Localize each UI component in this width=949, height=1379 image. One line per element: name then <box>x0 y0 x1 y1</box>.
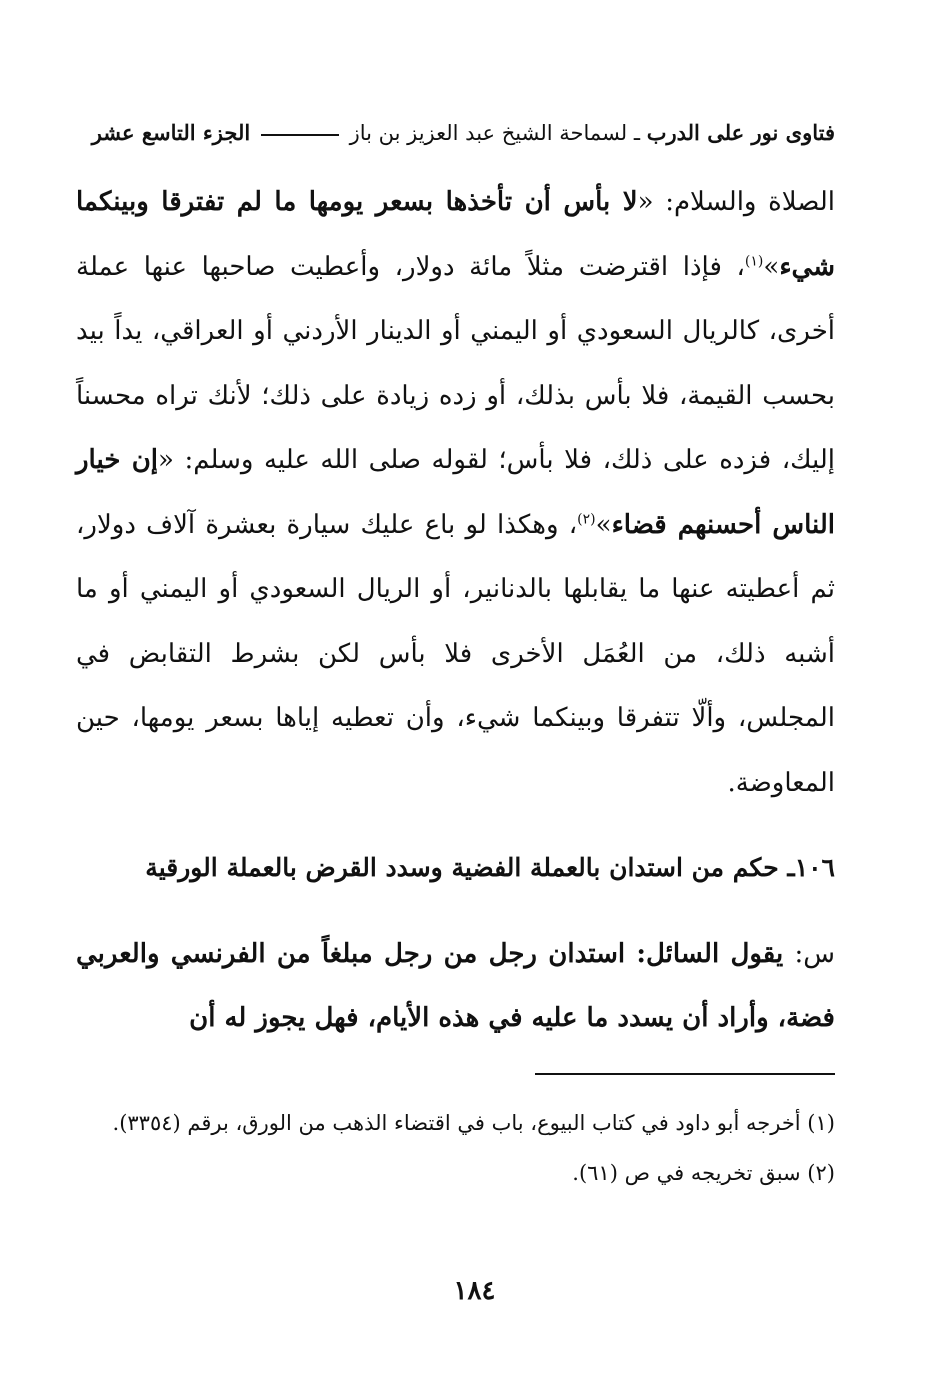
running-header: فتاوى نور على الدرب ـ لسماحة الشيخ عبد العزيز بن باز الجزء التاسع عشر <box>91 120 835 145</box>
footnote-separator <box>535 1073 835 1075</box>
paragraph: الصلاة والسلام: «لا بأس أن تأخذها بسعر يومها ما لم تفترقا وبينكما شيء»$^{(١)}$، فإذا اقترضت مثلاً مائة دولار، وأعطيت صاحبها عنها عملة أخرى، كالريال السعودي أو اليمني أو الدينار الأردني أو العراقي، يداً بيد بحسب القيمة، فلا بأس بذلك، أو زده زيادة على ذلك؛ لأنك تراه محسناً إليك، فزده على ذلك، فلا بأس؛ لقوله صلى الله عليه وسلم: «إن خيار الناس أحسنهم قضاء»$^{(٢)}$، وهكذا لو باع عليك سيارة بعشرة آلاف دولار، ثم أعطيته عنها ما يقابلها بالدنانير، أو الريال السعودي أو اليمني أو ما أشبه ذلك، من العُمَل الأخرى فلا بأس لكن بشرط التقابض في المجلس، وألّا تتفرقا وبينكما شيء، وأن تعطيه إياها بسعر يومها، حين المعاوضة. <box>76 187 836 798</box>
footnote-ref: (٢) <box>577 510 596 527</box>
footnote: (١) أخرجه أبو داود في كتاب البيوع، باب في اقتضاء الذهب من الورق، برقم (٣٣٥٤). <box>112 1111 835 1135</box>
author-name: لسماحة الشيخ عبد العزيز بن باز <box>349 121 628 145</box>
footnote-ref: (١) <box>744 252 764 269</box>
question-text: س: يقول السائل: استدان رجل من رجل مبلغاً من الفرنسي والعربي فضة، وأراد أن يسدد ما عليه في هذه الأيام، فهل يجوز له أن <box>76 939 835 1033</box>
hadith-quote: إن خيار الناس أحسنهم قضاء <box>76 445 835 540</box>
volume-label: الجزء التاسع عشر <box>91 120 251 145</box>
header-dash <box>261 134 339 136</box>
section-heading: ١٠٦ـ حكم من استدان بالعملة الفضية وسدد القرض بالعملة الورقية <box>145 853 835 882</box>
book-title: فتاوى نور على الدرب <box>646 120 835 145</box>
question-label: س: <box>794 939 835 969</box>
page-number: ١٨٤ <box>453 1276 496 1306</box>
footnote: (٢) سبق تخريجه في ص (٦١). <box>572 1161 835 1185</box>
footnotes <box>76 1102 835 1194</box>
hadith-quote: لا بأس أن تأخذها بسعر يومها ما لم تفترقا وبينكما شيء <box>76 187 835 282</box>
main-text <box>76 170 835 815</box>
